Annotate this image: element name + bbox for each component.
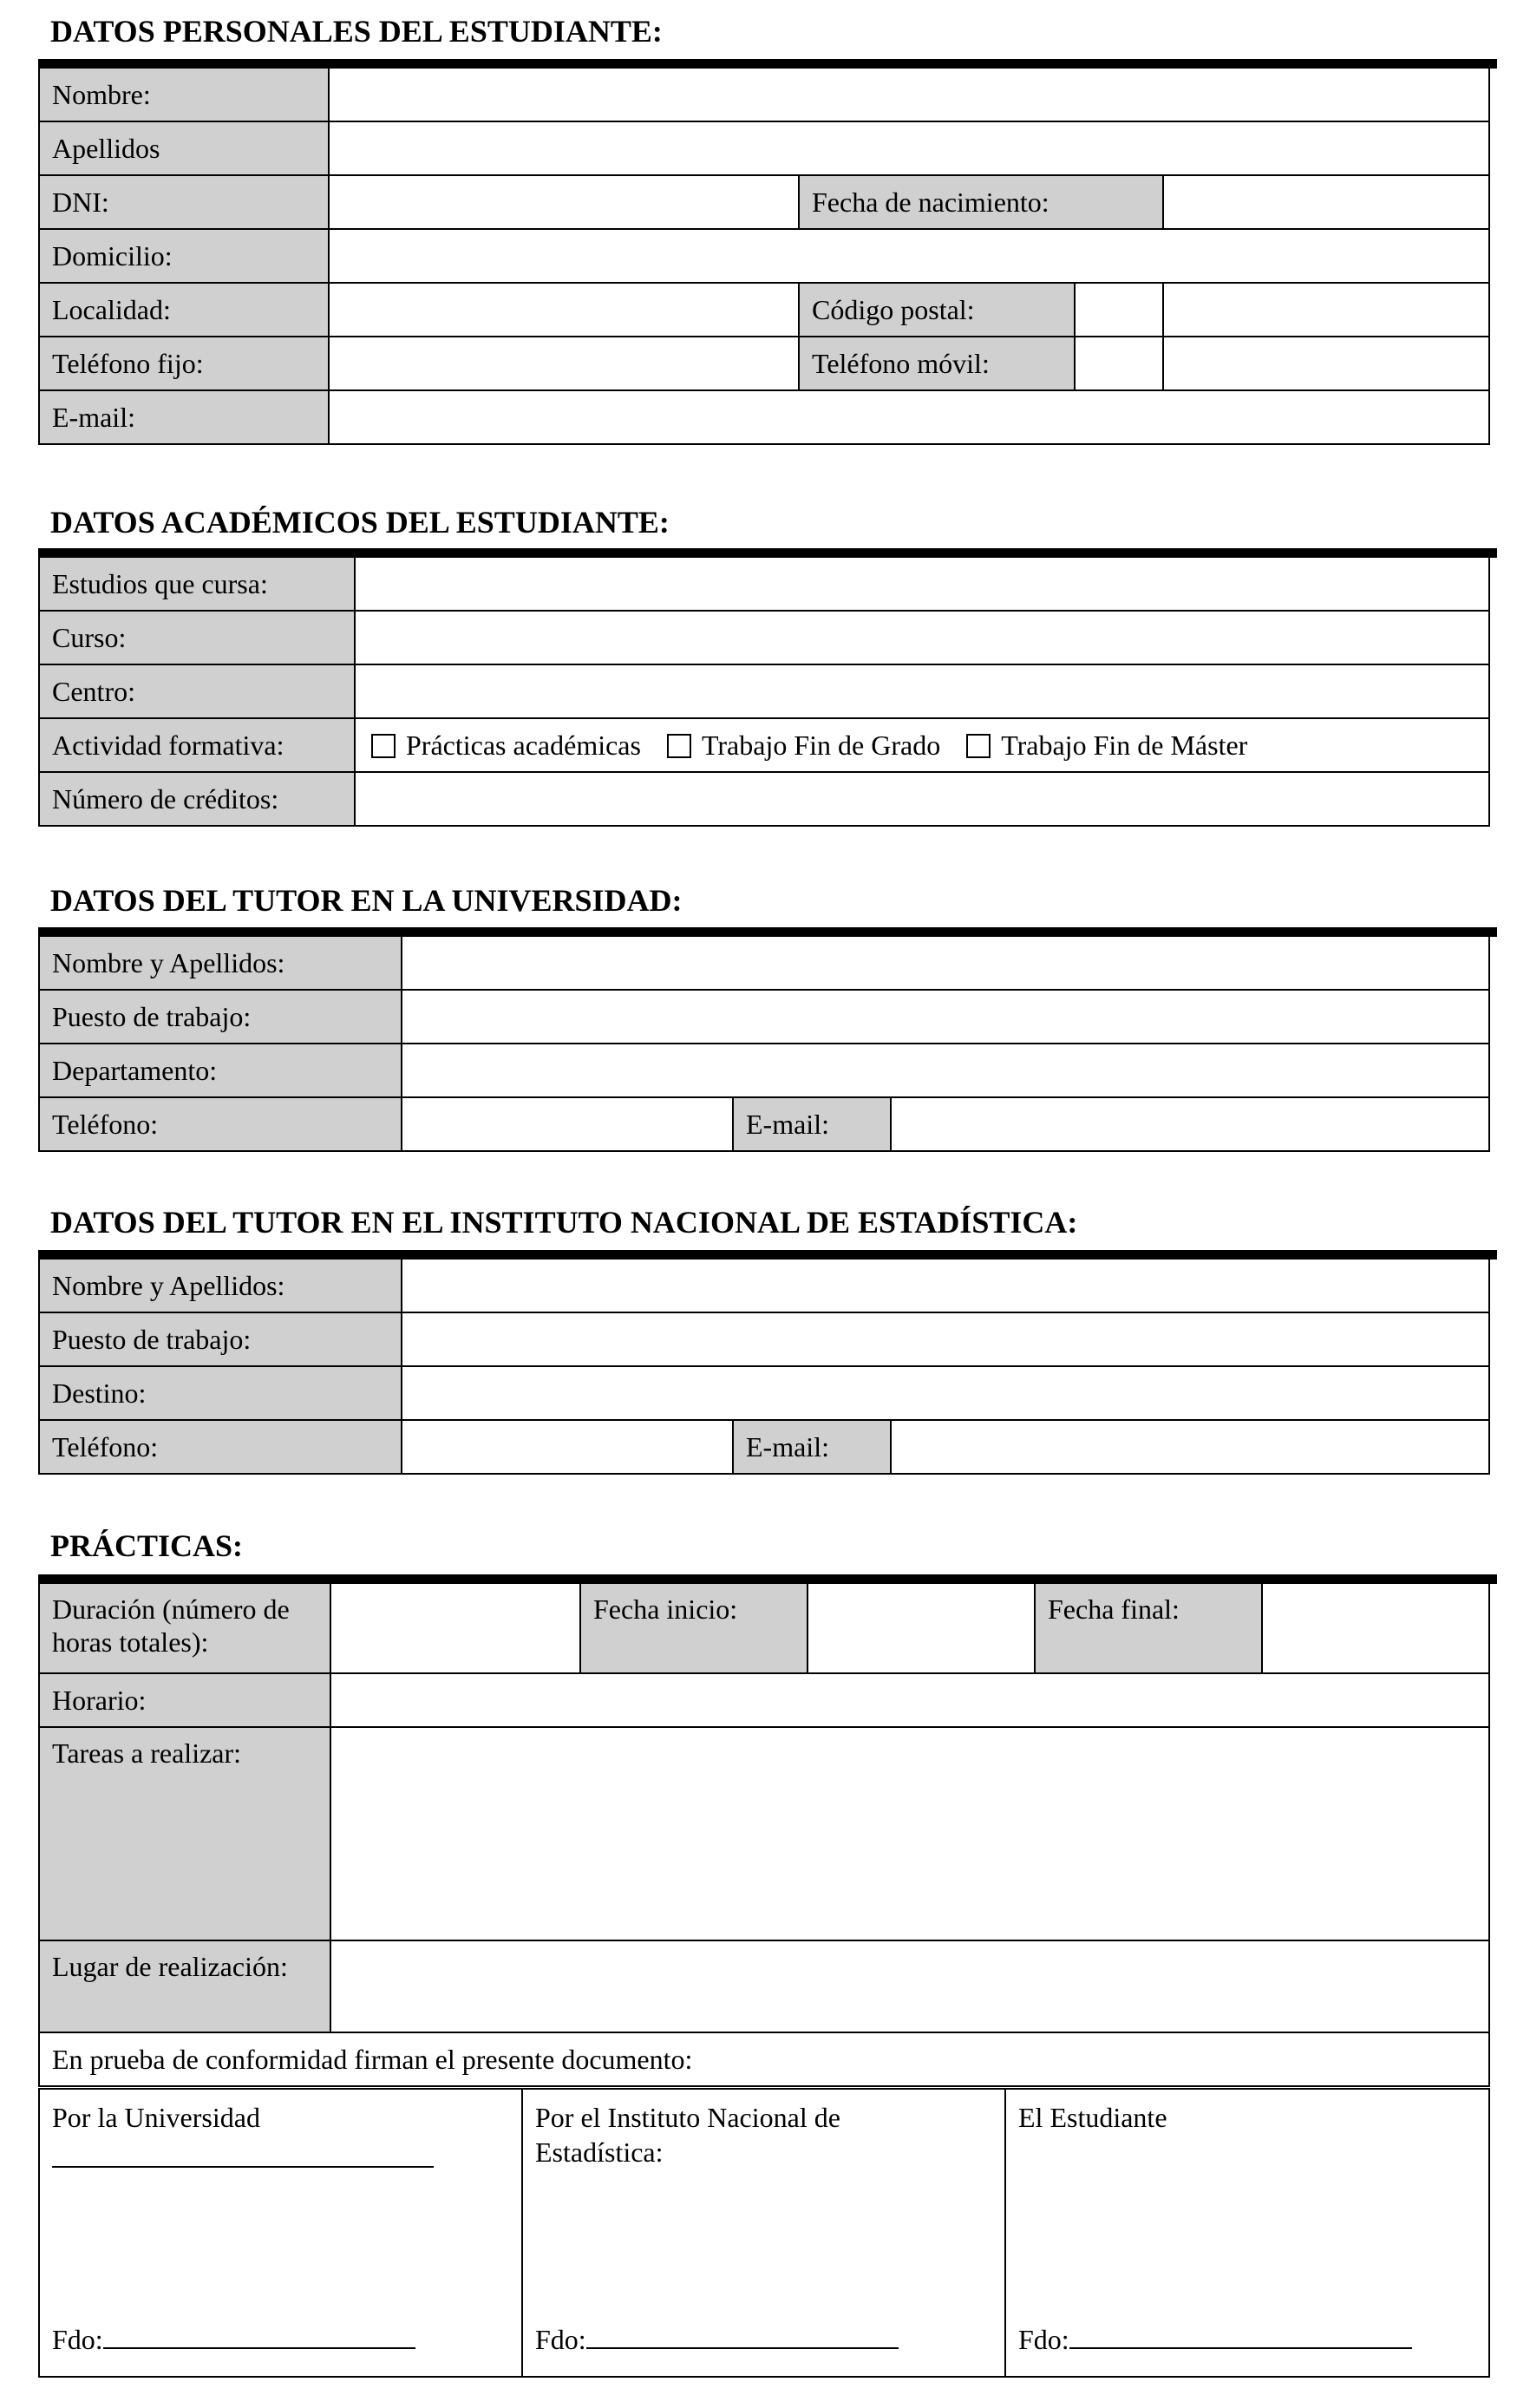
checkbox-tfg[interactable]: [667, 734, 691, 758]
apellidos-field[interactable]: [329, 121, 1489, 175]
signature-ine[interactable]: [522, 2089, 1005, 2377]
fdo-estudiante-label: Fdo:: [1018, 2324, 1069, 2355]
section-title-tutor-ine: DATOS DEL TUTOR EN EL INSTITUTO NACIONAL DE ESTADÍSTICA:: [50, 1205, 1078, 1240]
centro-label: Centro:: [39, 664, 355, 718]
fecha-final-label: Fecha final:: [1035, 1583, 1262, 1673]
creditos-field[interactable]: [355, 772, 1489, 826]
checkbox-tfm[interactable]: [966, 734, 991, 758]
codigo-postal-field[interactable]: [1076, 284, 1162, 336]
option-practicas[interactable]: [369, 730, 641, 761]
option-practicas-label: Prácticas académicas: [406, 729, 641, 761]
horario-field[interactable]: [330, 1673, 1489, 1727]
fdo-ine: [535, 2322, 899, 2357]
estudios-label: Estudios que cursa:: [39, 557, 355, 611]
tutor-univ-puesto-field[interactable]: [402, 990, 1489, 1044]
apellidos-label: Apellidos: [39, 121, 329, 175]
localidad-label: Localidad:: [39, 283, 329, 337]
nombre-field[interactable]: [329, 68, 1489, 121]
fdo-estudiante-line[interactable]: [1069, 2323, 1412, 2349]
curso-label: Curso:: [39, 611, 355, 664]
domicilio-label: Domicilio:: [39, 229, 329, 283]
section-title-tutor-univ: DATOS DEL TUTOR EN LA UNIVERSIDAD:: [50, 883, 683, 918]
fdo-universidad-label: Fdo:: [52, 2324, 103, 2355]
option-tfg[interactable]: [665, 730, 940, 761]
signature-table: [38, 2088, 1490, 2378]
telefono-movil-field-rest[interactable]: [1163, 337, 1489, 390]
fecha-inicio-label: Fecha inicio:: [580, 1583, 808, 1673]
email-label: E-mail:: [39, 390, 329, 444]
nombre-label: Nombre:: [39, 68, 329, 121]
fdo-ine-label: Fdo:: [535, 2324, 586, 2355]
actividad-options: [355, 718, 1489, 772]
conformidad-text: En prueba de conformidad firman el presente documento:: [39, 2032, 1489, 2086]
tutor-univ-nombre-label: Nombre y Apellidos:: [39, 936, 402, 990]
practicas-table: [38, 1582, 1490, 2087]
option-tfg-label: Trabajo Fin de Grado: [701, 729, 941, 761]
tutor-ine-puesto-field[interactable]: [402, 1312, 1489, 1366]
tutor-ine-destino-field[interactable]: [402, 1366, 1489, 1420]
checkbox-practicas[interactable]: [371, 734, 396, 758]
creditos-label: Número de créditos:: [39, 772, 355, 826]
duracion-label: Duración (número de horas totales):: [39, 1583, 330, 1673]
tutor-univ-telefono-field[interactable]: [402, 1097, 733, 1151]
telefono-movil-field[interactable]: [1076, 337, 1162, 389]
section-title-practicas: PRÁCTICAS:: [50, 1528, 244, 1563]
tutor-ine-destino-label: Destino:: [39, 1366, 402, 1420]
tutor-ine-table: [38, 1258, 1490, 1475]
duracion-field[interactable]: [330, 1583, 580, 1673]
actividad-label: Actividad formativa:: [39, 718, 355, 772]
codigo-postal-field-rest[interactable]: [1163, 283, 1489, 337]
tutor-univ-telefono-label: Teléfono:: [39, 1097, 402, 1151]
fdo-universidad: [52, 2322, 415, 2357]
tutor-univ-nombre-field[interactable]: [402, 936, 1489, 990]
lugar-field[interactable]: [330, 1940, 1489, 2032]
fecha-nacimiento-field[interactable]: [1163, 175, 1489, 229]
telefono-movil-cell: [799, 337, 1163, 390]
tutor-ine-email-label: E-mail:: [733, 1420, 891, 1474]
email-field[interactable]: [329, 390, 1489, 444]
section-title-personal: DATOS PERSONALES DEL ESTUDIANTE:: [50, 14, 663, 49]
fdo-universidad-line[interactable]: [103, 2323, 415, 2349]
tutor-ine-telefono-field[interactable]: [402, 1420, 733, 1474]
option-tfm-label: Trabajo Fin de Máster: [1001, 729, 1248, 761]
tutor-ine-telefono-label: Teléfono:: [39, 1420, 402, 1474]
codigo-postal-cell: [799, 283, 1163, 337]
tareas-field[interactable]: [330, 1727, 1489, 1940]
fdo-estudiante: [1018, 2322, 1412, 2357]
academic-data-table: [38, 556, 1490, 827]
fecha-final-field[interactable]: [1262, 1583, 1489, 1673]
tutor-univ-puesto-label: Puesto de trabajo:: [39, 990, 402, 1044]
signature-estudiante-label: El Estudiante: [1018, 2102, 1167, 2133]
estudios-field[interactable]: [355, 557, 1489, 611]
dni-field[interactable]: [329, 175, 799, 229]
codigo-postal-label: Código postal:: [800, 284, 1076, 336]
tutor-univ-email-label: E-mail:: [733, 1097, 891, 1151]
curso-field[interactable]: [355, 611, 1489, 664]
signature-universidad-line: [52, 2135, 434, 2168]
personal-data-table: [38, 67, 1490, 445]
tutor-univ-departamento-field[interactable]: [402, 1044, 1489, 1097]
tutor-ine-nombre-label: Nombre y Apellidos:: [39, 1259, 402, 1312]
fdo-ine-line[interactable]: [586, 2323, 899, 2349]
tutor-ine-email-field[interactable]: [891, 1420, 1489, 1474]
option-tfm[interactable]: [964, 730, 1247, 761]
signature-ine-label: Por el Instituto Nacional de Estadística:: [535, 2102, 840, 2168]
telefono-fijo-field[interactable]: [329, 337, 799, 390]
localidad-field[interactable]: [329, 283, 799, 337]
tutor-ine-nombre-field[interactable]: [402, 1259, 1489, 1312]
tareas-label: Tareas a realizar:: [39, 1727, 330, 1940]
section-title-academic: DATOS ACADÉMICOS DEL ESTUDIANTE:: [50, 505, 670, 540]
tutor-ine-puesto-label: Puesto de trabajo:: [39, 1312, 402, 1366]
centro-field[interactable]: [355, 664, 1489, 718]
domicilio-field[interactable]: [329, 229, 1489, 283]
signature-universidad[interactable]: [39, 2089, 522, 2377]
dni-label: DNI:: [39, 175, 329, 229]
tutor-univ-departamento-label: Departamento:: [39, 1044, 402, 1097]
signature-estudiante[interactable]: [1005, 2089, 1489, 2377]
fecha-inicio-field[interactable]: [808, 1583, 1035, 1673]
telefono-movil-label: Teléfono móvil:: [800, 337, 1076, 389]
horario-label: Horario:: [39, 1673, 330, 1727]
signature-universidad-label: Por la Universidad: [52, 2102, 260, 2133]
tutor-univ-table: [38, 935, 1490, 1152]
tutor-univ-email-field[interactable]: [891, 1097, 1489, 1151]
lugar-label: Lugar de realización:: [39, 1940, 330, 2032]
telefono-fijo-label: Teléfono fijo:: [39, 337, 329, 390]
fecha-nacimiento-label: Fecha de nacimiento:: [799, 175, 1163, 229]
